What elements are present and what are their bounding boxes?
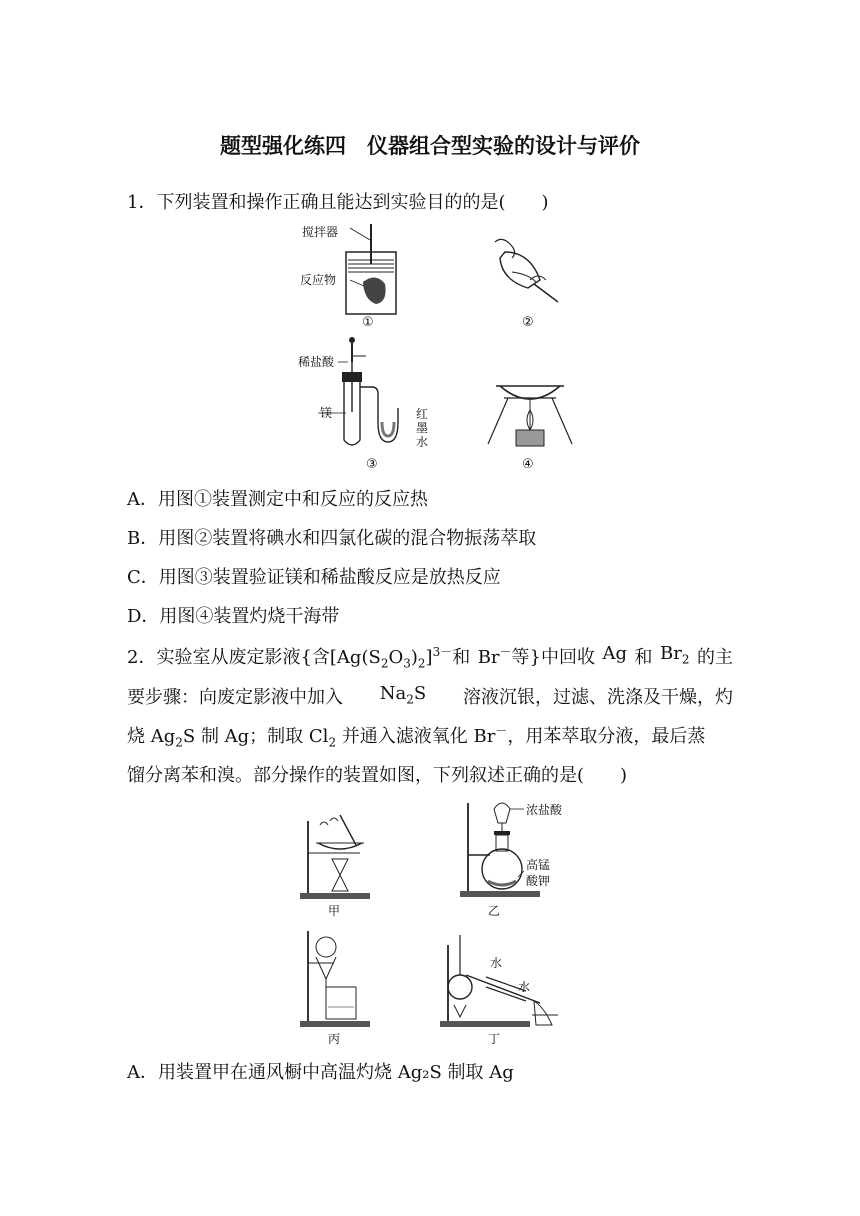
label-kmno4-1: 高锰 xyxy=(526,858,551,872)
caption-ding: 丁 xyxy=(488,1032,501,1046)
label-red-ink-3: 水 xyxy=(416,435,429,449)
evaporating-dish-apparatus xyxy=(488,386,572,446)
q2-option-a: A．用装置甲在通风橱中高温灼烧 Ag₂S 制取 Ag xyxy=(127,1062,514,1083)
caption-jia: 甲 xyxy=(328,904,341,918)
q2-stem-line-4: 馏分离苯和溴。部分操作的装置如图，下列叙述正确的是( ) xyxy=(127,765,628,786)
u-tube-apparatus xyxy=(318,337,398,445)
label-mg: 镁 xyxy=(320,406,333,420)
q1-option-c: C．用图③装置验证镁和稀盐酸反应是放热反应 xyxy=(127,567,501,588)
label-kmno4-2: 酸钾 xyxy=(526,874,551,888)
label-red-ink-1: 红 xyxy=(416,407,429,421)
label-stirrer: 搅拌器 xyxy=(302,225,339,239)
q2-stem-line-2: 要步骤：向废定影液中加入 $Na_2S$ 溶液沉银，过滤、洗涤及干燥，灼 xyxy=(127,683,733,708)
caption-3: ③ xyxy=(366,457,378,472)
q1-option-d: D．用图④装置灼烧干海带 xyxy=(127,606,340,627)
label-water-in: 水 xyxy=(490,956,503,970)
caption-4: ④ xyxy=(522,457,534,472)
q2-stem-line-1: 2．实验室从废定影液{含$[Ag(S_2O_3)_2]^{3-}$和 Br－等}中回收 Ag 和 $Br_2$ 的主 xyxy=(127,643,733,671)
q1-figure xyxy=(290,222,580,477)
label-water-out: 水 xyxy=(518,980,531,994)
apparatus-jia xyxy=(300,815,370,899)
q2-figure xyxy=(290,795,580,1050)
caption-2: ② xyxy=(522,315,534,330)
calorimeter-apparatus xyxy=(346,224,396,314)
label-hcl: 稀盐酸 xyxy=(298,355,335,369)
label-conc-hcl: 浓盐酸 xyxy=(526,803,563,817)
page-title: 题型强化练四 仪器组合型实验的设计与评价 xyxy=(220,134,640,158)
label-reactant: 反应物 xyxy=(300,273,337,287)
separatory-funnel-apparatus xyxy=(495,239,558,302)
q1-option-a: A．用图①装置测定中和反应的反应热 xyxy=(127,489,428,510)
apparatus-ding xyxy=(440,935,558,1027)
caption-bing: 丙 xyxy=(328,1032,341,1046)
label-red-ink-2: 墨 xyxy=(416,421,429,435)
caption-yi: 乙 xyxy=(488,904,501,918)
q2-stem-line-3: 烧 $Ag_2S$ 制 Ag；制取 $Cl_2$ 并通入滤液氧化 Br－，用苯萃取分液，最后蒸 xyxy=(127,724,706,750)
caption-1: ① xyxy=(362,315,374,330)
apparatus-bing xyxy=(300,931,370,1027)
q1-option-b: B．用图②装置将碘水和四氯化碳的混合物振荡萃取 xyxy=(127,528,537,549)
q1-stem: 1．下列装置和操作正确且能达到实验目的的是( ) xyxy=(127,192,549,213)
